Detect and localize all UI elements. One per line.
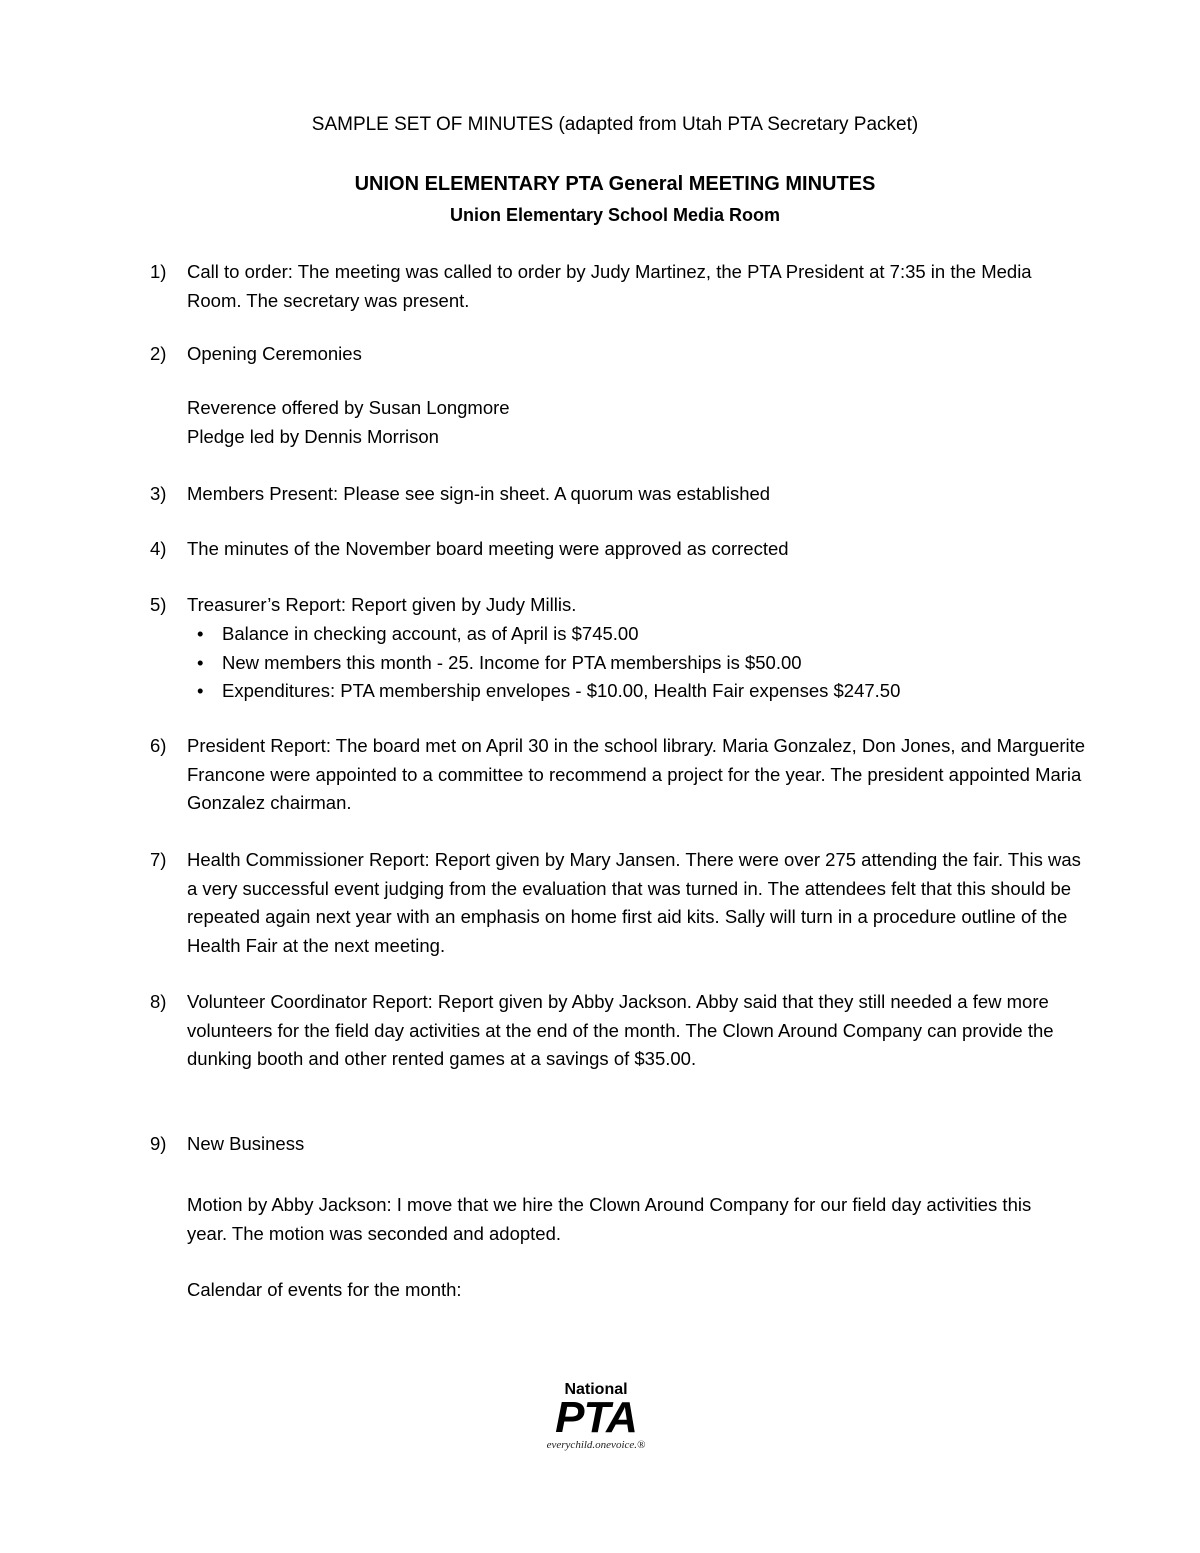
bullet-text: Expenditures: PTA membership envelopes - $10.00, Health Fair expenses $247.50	[222, 680, 901, 701]
item-number: 3)	[150, 483, 167, 504]
bullet-text: Balance in checking account, as of April is $745.00	[222, 623, 639, 644]
item-text: President Report: The board met on April 30 in the school library. Maria Gonzalez, Don Jones, and Marguerite Francone were appointed to a committee to recommend a project for the year. The president appointed Maria Gonzalez chairman.	[187, 735, 1086, 813]
document-title: SAMPLE SET OF MINUTES (adapted from Utah PTA Secretary Packet)	[311, 114, 919, 135]
minutes-item-4	[150, 535, 1090, 564]
item-number: 4)	[150, 538, 167, 559]
bullet-icon: •	[197, 680, 204, 701]
motion-paragraph: Motion by Abby Jackson: I move that we hire the Clown Around Company for our field day activities this year. The motion was seconded and adopted.	[187, 1194, 1032, 1244]
item-number: 9)	[150, 1133, 167, 1154]
item-number: 6)	[150, 735, 167, 756]
minutes-item-6	[150, 732, 1090, 818]
minutes-item-9	[150, 1130, 1090, 1159]
logo-pta-text: PTA	[555, 1393, 637, 1442]
bullet-text: New members this month - 25. Income for PTA memberships is $50.00	[222, 651, 802, 673]
item-number: 2)	[150, 343, 167, 364]
meeting-heading: UNION ELEMENTARY PTA General MEETING MINUTES	[354, 173, 876, 195]
minutes-item-7	[150, 846, 1090, 960]
treasurer-bullets	[187, 620, 1087, 706]
item-text: New Business	[187, 1133, 305, 1154]
minutes-item-8	[150, 988, 1090, 1074]
reverence-line: Reverence offered by Susan Longmore	[187, 397, 510, 418]
minutes-item-2	[150, 340, 1090, 369]
item-text: Members Present: Please see sign-in sheet. A quorum was established	[187, 483, 771, 504]
list-item	[187, 649, 1087, 678]
item-number: 5)	[150, 594, 167, 615]
bullet-icon: •	[197, 623, 204, 644]
list-item	[187, 677, 1087, 706]
meeting-location: Union Elementary School Media Room	[449, 205, 781, 225]
national-pta-logo	[528, 1376, 678, 1456]
bullet-icon: •	[197, 651, 204, 673]
minutes-item-1	[150, 258, 1090, 315]
item-number: 7)	[150, 849, 167, 870]
calendar-paragraph: Calendar of events for the month:	[187, 1279, 462, 1300]
list-item	[187, 620, 1087, 649]
minutes-item-3	[150, 480, 1090, 509]
minutes-item-5	[150, 591, 1090, 620]
logo-tagline: everychild.onevoice.®	[546, 1439, 646, 1451]
item-number: 1)	[150, 261, 167, 282]
item-number: 8)	[150, 991, 167, 1012]
logo-national-text: National	[564, 1381, 628, 1398]
pledge-line: Pledge led by Dennis Morrison	[187, 426, 439, 447]
item-text: The minutes of the November board meeting were approved as corrected	[187, 538, 789, 559]
item-text: Volunteer Coordinator Report: Report given by Abby Jackson. Abby said that they still needed a few more volunteers for the field day activities at the end of the month. The Clown Around Company can provide the dunking booth and other rented games at a savings of $35.00.	[187, 991, 1054, 1069]
item-text: Opening Ceremonies	[187, 343, 362, 364]
item-text: Health Commissioner Report: Report given by Mary Jansen. There were over 275 attending the fair. This was a very successful event judging from the evaluation that was turned in. The attendees felt that this should be repeated again next year with an emphasis on home first aid kits. Sally will turn in a procedure outline of the Health Fair at the next meeting.	[187, 849, 1081, 956]
item-text: Treasurer’s Report: Report given by Judy Millis.	[187, 594, 577, 615]
item-text: Call to order: The meeting was called to order by Judy Martinez, the PTA President at 7:35 in the Media Room. The secretary was present.	[187, 261, 1032, 311]
